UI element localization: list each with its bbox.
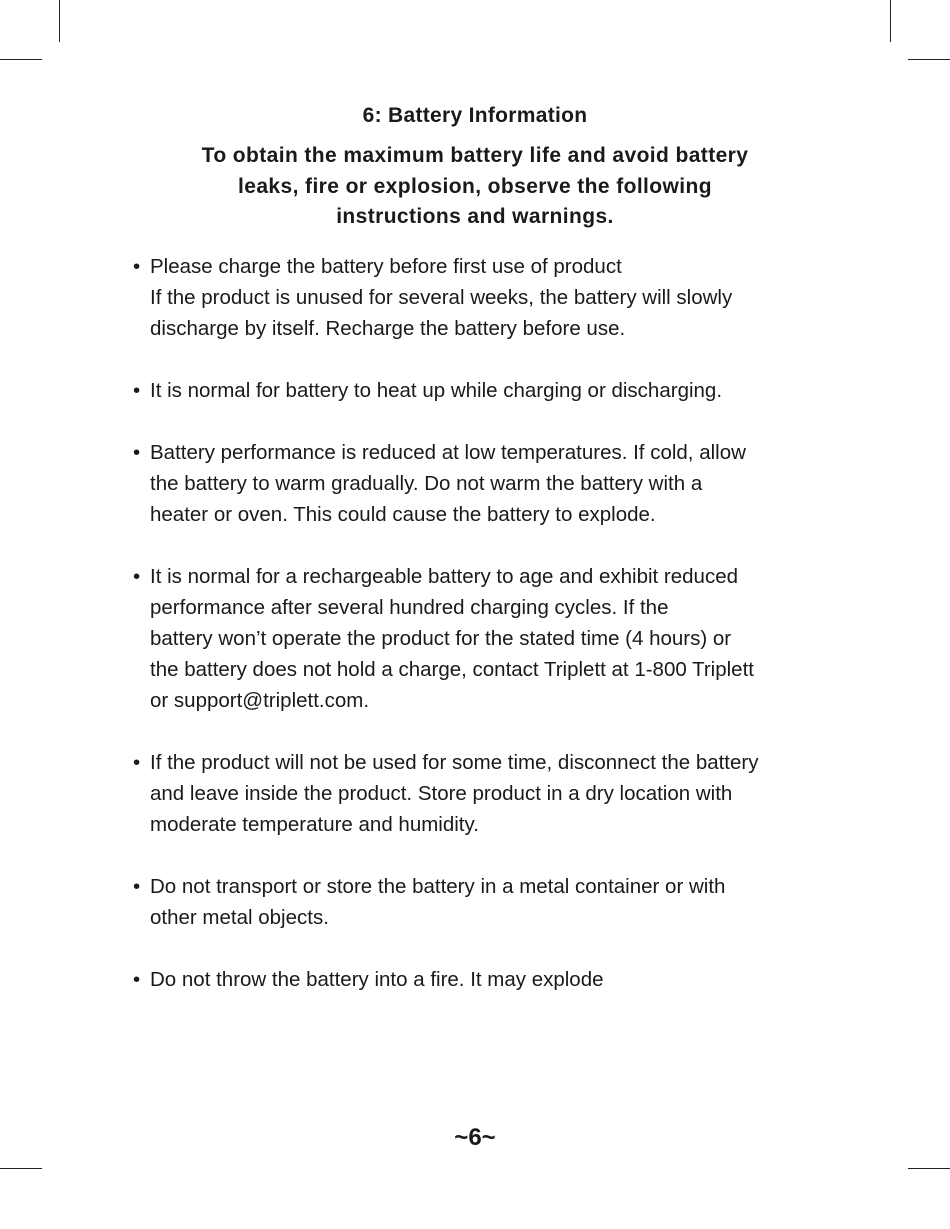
page-number: ~6~ bbox=[454, 1124, 496, 1151]
list-item-line: performance after several hundred charging cycles. If the bbox=[150, 596, 669, 619]
list-item bbox=[0, 251, 950, 344]
list-item-line: moderate temperature and humidity. bbox=[150, 813, 479, 836]
page-title: 6: Battery Information bbox=[362, 104, 588, 127]
page-subtitle bbox=[130, 141, 820, 233]
list-item bbox=[0, 561, 950, 716]
bullet-icon: • bbox=[133, 968, 141, 991]
bullet-icon: • bbox=[133, 751, 141, 774]
subtitle-line: To obtain the maximum battery life and avoid battery bbox=[201, 144, 749, 167]
list-item-line: discharge by itself. Recharge the battery before use. bbox=[150, 317, 626, 340]
list-item-line: It is normal for a rechargeable battery to age and exhibit reduced bbox=[150, 565, 739, 588]
list-item-line: Battery performance is reduced at low temperatures. If cold, allow bbox=[150, 441, 746, 464]
list-item-line: the battery to warm gradually. Do not warm the battery with a bbox=[150, 472, 703, 495]
list-item-line: the battery does not hold a charge, contact Triplett at 1-800 Triplett bbox=[150, 658, 754, 681]
battery-warnings-list bbox=[0, 251, 950, 1026]
list-item bbox=[0, 375, 950, 406]
list-item-line: It is normal for battery to heat up while charging or discharging. bbox=[150, 379, 723, 402]
bullet-icon: • bbox=[133, 565, 141, 588]
list-item-line: battery won’t operate the product for the stated time (4 hours) or bbox=[150, 627, 732, 650]
crop-mark-top-left-vertical bbox=[59, 0, 60, 42]
list-item bbox=[0, 871, 950, 933]
subtitle-line: instructions and warnings. bbox=[336, 205, 614, 228]
list-item-line: If the product is unused for several weeks, the battery will slowly bbox=[150, 286, 733, 309]
list-item-line: Please charge the battery before first use of product bbox=[150, 255, 622, 278]
crop-mark-top-right-horizontal bbox=[908, 59, 950, 60]
bullet-icon: • bbox=[133, 875, 141, 898]
crop-mark-top-right-vertical bbox=[890, 0, 891, 42]
bullet-icon: • bbox=[133, 441, 141, 464]
list-item-line: other metal objects. bbox=[150, 906, 329, 929]
list-item bbox=[0, 437, 950, 530]
list-item-line: or support@triplett.com. bbox=[150, 689, 370, 712]
bullet-icon: • bbox=[133, 255, 141, 278]
list-item bbox=[0, 747, 950, 840]
crop-mark-top-left-horizontal bbox=[0, 59, 42, 60]
list-item bbox=[0, 964, 950, 995]
subtitle-line: leaks, fire or explosion, observe the following bbox=[238, 174, 712, 198]
crop-mark-bottom-right-horizontal bbox=[908, 1168, 950, 1169]
bullet-icon: • bbox=[133, 379, 141, 402]
list-item-line: heater or oven. This could cause the battery to explode. bbox=[150, 503, 656, 526]
list-item-line: Do not throw the battery into a fire. It may explode bbox=[150, 968, 604, 991]
crop-mark-bottom-left-horizontal bbox=[0, 1168, 42, 1169]
list-item-line: If the product will not be used for some time, disconnect the battery bbox=[150, 751, 759, 774]
list-item-line: Do not transport or store the battery in a metal container or with bbox=[150, 875, 726, 898]
list-item-line: and leave inside the product. Store product in a dry location with bbox=[150, 782, 733, 805]
